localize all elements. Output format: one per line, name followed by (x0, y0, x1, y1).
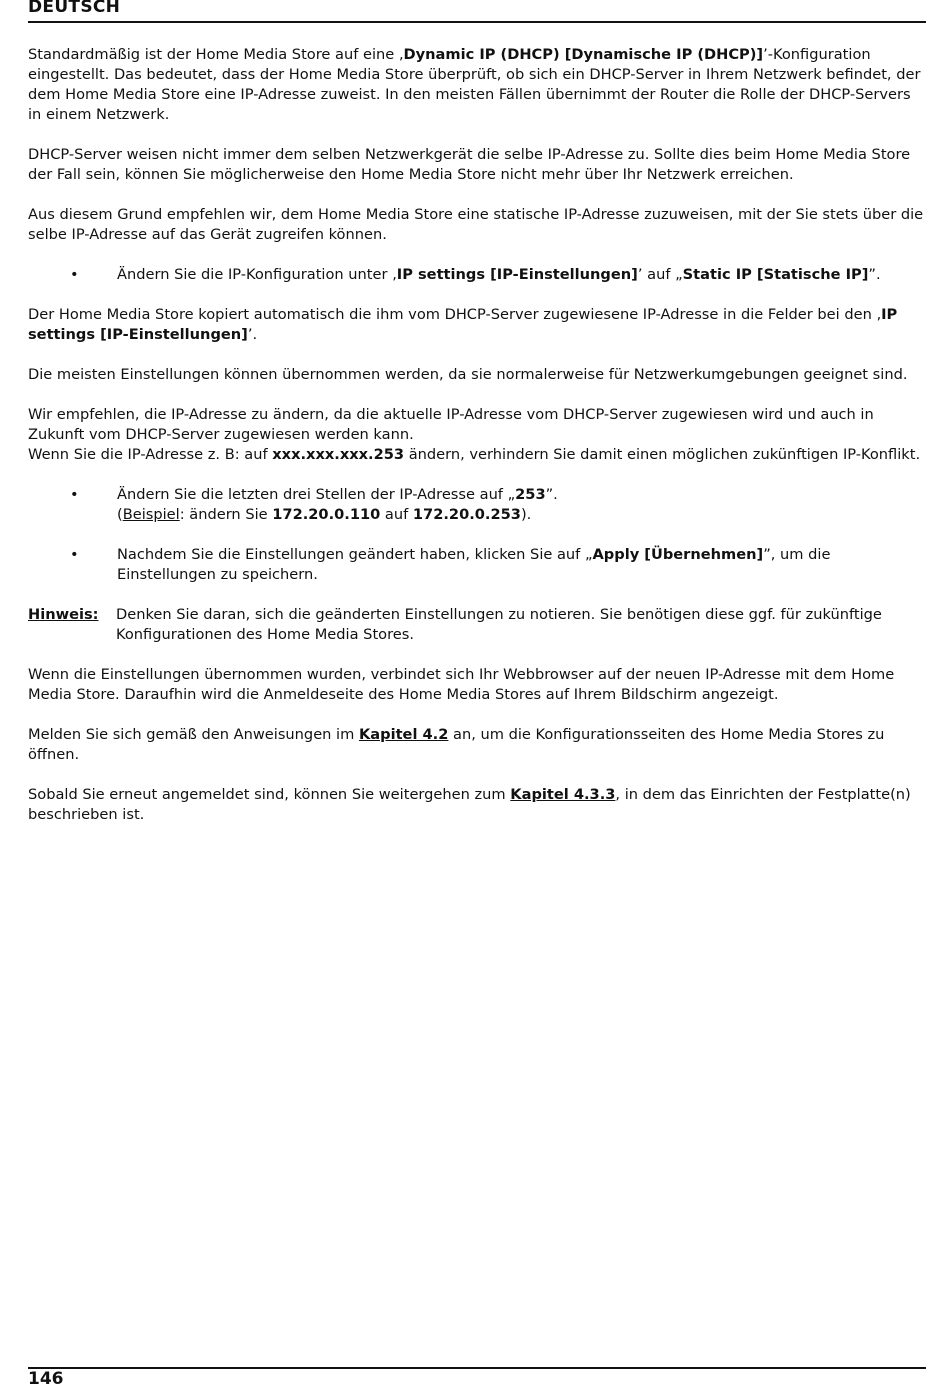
bullet-icon: • (70, 546, 79, 563)
header-rule (28, 21, 926, 23)
bullet-change-ip-config: • Ändern Sie die IP-Konfiguration unter ‚IP settings [IP-Einstellungen]’ auf „Static IP [Statische IP]”. (70, 266, 881, 283)
paragraph-browser-reconnect: Wenn die Einstellungen übernommen wurden, verbindet sich Ihr Webbrowser auf der neuen IP-Adresse mit dem Home Media Store. Daraufhin wird die Anmeldeseite des Home Media Stores auf Ihrem Bildschirm angezeigt. (28, 666, 895, 703)
paragraph-dhcp-issue: DHCP-Server weisen nicht immer dem selben Netzwerkgerät die selbe IP-Adresse zu. Sollte dies beim Home Media Store der Fall sein, können Sie möglicherweise den Home Media Store nicht mehr über Ihr Netzwerk erreichen. (28, 146, 911, 183)
paragraph-static-recommendation: Aus diesem Grund empfehlen wir, dem Home Media Store eine statische IP-Adresse zuzuweisen, mit der Sie stets über die selbe IP-Adresse auf das Gerät zugreifen können. (28, 206, 924, 243)
dhcp-setting-name: Dynamic IP (DHCP) [Dynamische IP (DHCP)] (403, 46, 764, 63)
example-label: Beispiel (122, 506, 180, 523)
paragraph-change-ip-recommendation: Wir empfehlen, die IP-Adresse zu ändern, da die aktuelle IP-Adresse vom DHCP-Server zugewiesen wird und auch in Zukunft vom DHCP-Server zugewiesen werden kann. (28, 406, 874, 443)
footer-rule (28, 1367, 926, 1369)
note-label: Hinweis: (28, 606, 99, 623)
bullet-icon: • (70, 266, 79, 283)
paragraph-login: Melden Sie sich gemäß den Anweisungen im Kapitel 4.2 an, um die Konfigurationsseiten des Home Media Stores zu öffnen. (28, 726, 885, 763)
page-header-title: DEUTSCH (28, 0, 121, 17)
bullet-icon: • (70, 486, 79, 503)
bullet-change-last-digits: • Ändern Sie die letzten drei Stellen der IP-Adresse auf „253”. (Beispiel: ändern Sie 172.20.0.110 auf 172.20.0.253). (70, 486, 558, 523)
paragraph-settings-apply: Die meisten Einstellungen können übernommen werden, da sie normalerweise für Netzwerkumgebungen geeignet sind. (28, 366, 908, 383)
paragraph-next-chapter: Sobald Sie erneut angemeldet sind, können Sie weitergehen zum Kapitel 4.3.3, in dem das Einrichten der Festplatte(n) beschrieben ist. (28, 786, 911, 823)
note-text: Denken Sie daran, sich die geänderten Einstellungen zu notieren. Sie benötigen diese ggf. für zukünftige Konfigurationen des Home Media Stores. (116, 606, 882, 643)
note-block (28, 605, 926, 645)
page-number: 146 (28, 1369, 64, 1389)
paragraph-copy-ip: Der Home Media Store kopiert automatisch die ihm vom DHCP-Server zugewiesene IP-Adresse in die Felder bei den ‚IP settings [IP-Einstellungen]’. (28, 306, 898, 343)
bullet-apply-settings: • Nachdem Sie die Einstellungen geändert haben, klicken Sie auf „Apply [Übernehmen]”, um die Einstellungen zu speichern. (70, 546, 831, 583)
paragraph-dhcp-default: Standardmäßig ist der Home Media Store auf eine ‚Dynamic IP (DHCP) [Dynamische IP (DHCP)]’-Konfiguration eingestellt. Das bedeutet, dass der Home Media Store überprüft, ob sich ein DHCP-Server in Ihrem Netzwerk befindet, der dem Home Media Store eine IP-Adresse zuweist. In den meisten Fällen übernimmt der Router die Rolle der DHCP-Servers in einem Netzwerk. (28, 46, 921, 123)
paragraph-ip-conflict: Wenn Sie die IP-Adresse z. B: auf xxx.xxx.xxx.253 ändern, verhindern Sie damit einen möglichen zukünftigen IP-Konflikt. (28, 446, 921, 463)
chapter-4-2-link[interactable]: Kapitel 4.2 (358, 726, 449, 743)
chapter-4-3-3-link[interactable]: Kapitel 4.3.3 (510, 786, 616, 803)
document-body (28, 45, 926, 845)
